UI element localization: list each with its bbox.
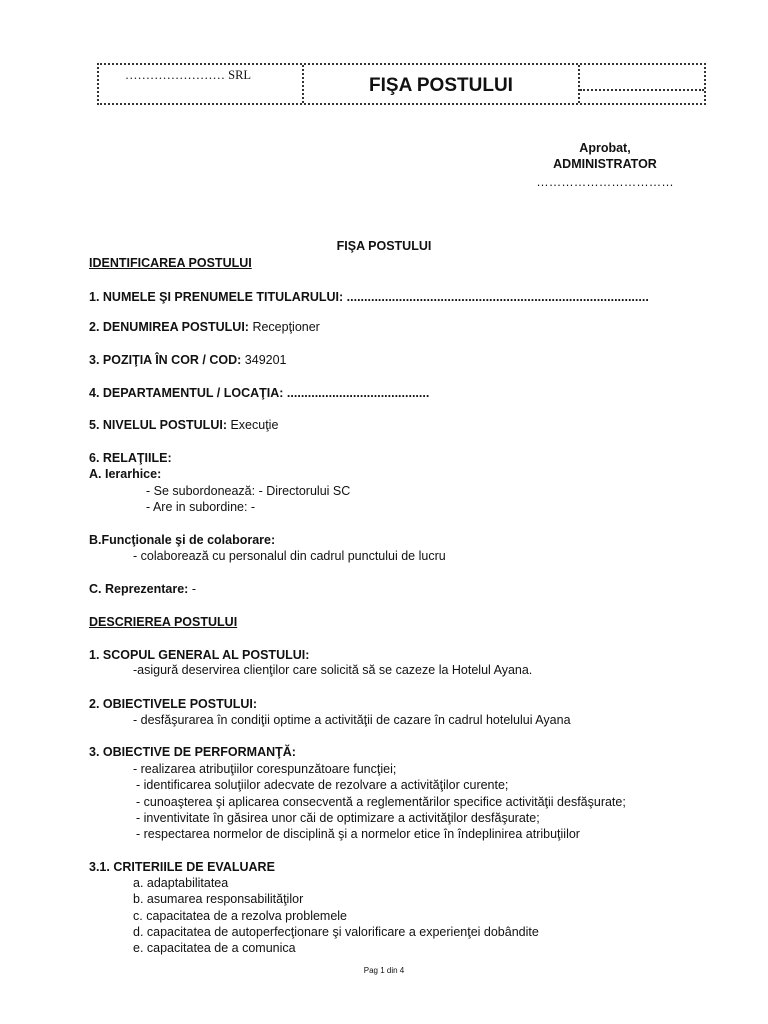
header-divider [580, 89, 704, 91]
objectives-text: - desfăşurarea în condiţii optime a activităţii de cazare în cadrul hotelului Ayana [133, 713, 571, 727]
field-value: ....................................................................................... [346, 290, 649, 304]
general-purpose-text: -asigură deservirea clienţilor care solicită să se cazeze la Hotelul Ayana. [133, 663, 533, 677]
field-cor-code [89, 353, 287, 368]
performance-heading: 3. OBIECTIVE DE PERFORMANŢĂ: [89, 745, 296, 759]
approval-label: Aprobat, [579, 141, 631, 155]
evaluation-criteria-item: a. adaptabilitatea [133, 876, 229, 890]
company-name: …………………… SRL [125, 68, 252, 82]
header-company-cell [99, 65, 304, 103]
general-purpose-heading: 1. SCOPUL GENERAL AL POSTULUI: [89, 648, 310, 662]
field-department [89, 386, 429, 401]
evaluation-criteria-heading: 3.1. CRITERIILE DE EVALUARE [89, 860, 275, 874]
field-label: 2. DENUMIREA POSTULUI: [89, 320, 253, 334]
evaluation-criteria-item: b. asumarea responsabilităţilor [133, 892, 304, 906]
field-value: - [191, 582, 196, 596]
field-label: C. Reprezentare: [89, 582, 192, 596]
evaluation-criteria-item: c. capacitatea de a rezolva problemele [133, 909, 348, 923]
header-table [97, 63, 706, 105]
relations-hierarchical-item: - Are in subordine: - [146, 500, 256, 514]
relations-hierarchical: A. Ierarhice: [89, 467, 162, 481]
performance-item: - inventivitate în găsirea unor căi de optimizare a activităţilor desfăşurate; [136, 811, 540, 825]
field-value: Recepţioner [252, 320, 320, 334]
field-value: Execuţie [230, 418, 279, 432]
approval-signature-line: …………………………… [536, 175, 674, 189]
field-holder-name [89, 290, 649, 305]
field-label: 5. NIVELUL POSTULUI: [89, 418, 231, 432]
evaluation-criteria-item: d. capacitatea de autoperfecţionare şi valorificare a experienţei dobândite [133, 925, 539, 939]
evaluation-criteria-item: e. capacitatea de a comunica [133, 941, 296, 955]
field-label: 3. POZIŢIA ÎN COR / COD: [89, 353, 245, 367]
header-title: FIŞA POSTULUI [369, 75, 513, 96]
field-label: 4. DEPARTAMENTUL / LOCAŢIA: [89, 386, 287, 400]
page-number: Pag 1 din 4 [363, 966, 405, 975]
performance-item: - identificarea soluţiilor adecvate de rezolvare a activităţilor curente; [136, 778, 509, 792]
document-title: FIŞA POSTULUI [336, 239, 432, 253]
header-empty-cell [580, 65, 704, 103]
field-value: ......................................... [286, 386, 430, 400]
performance-item: - respectarea normelor de disciplină şi a normelor etice în îndeplinirea atribuţiilor [136, 827, 580, 841]
field-post-name [89, 320, 320, 335]
field-post-level [89, 418, 278, 433]
section-heading-description: DESCRIEREA POSTULUI [89, 615, 238, 629]
header-title-cell [304, 65, 580, 103]
performance-item: - cunoaşterea şi aplicarea consecventă a reglementărilor specifice activităţii desfăşurate; [136, 795, 626, 809]
relations-functional: B.Funcţionale şi de colaborare: [89, 533, 276, 547]
approval-role: ADMINISTRATOR [553, 157, 657, 171]
field-label: 1. NUMELE ŞI PRENUMELE TITULARULUI: [89, 290, 347, 304]
relations-functional-item: - colaborează cu personalul din cadrul punctului de lucru [133, 549, 446, 563]
performance-item: - realizarea atribuţiilor corespunzătoare funcţiei; [133, 762, 397, 776]
section-heading-identification: IDENTIFICAREA POSTULUI [89, 256, 252, 270]
relations-representation [89, 582, 196, 597]
field-value: 349201 [244, 353, 287, 367]
relations-heading: 6. RELAŢIILE: [89, 451, 172, 465]
approval-block [520, 140, 690, 190]
objectives-heading: 2. OBIECTIVELE POSTULUI: [89, 697, 258, 711]
relations-hierarchical-item: - Se subordonează: - Directorului SC [146, 484, 351, 498]
